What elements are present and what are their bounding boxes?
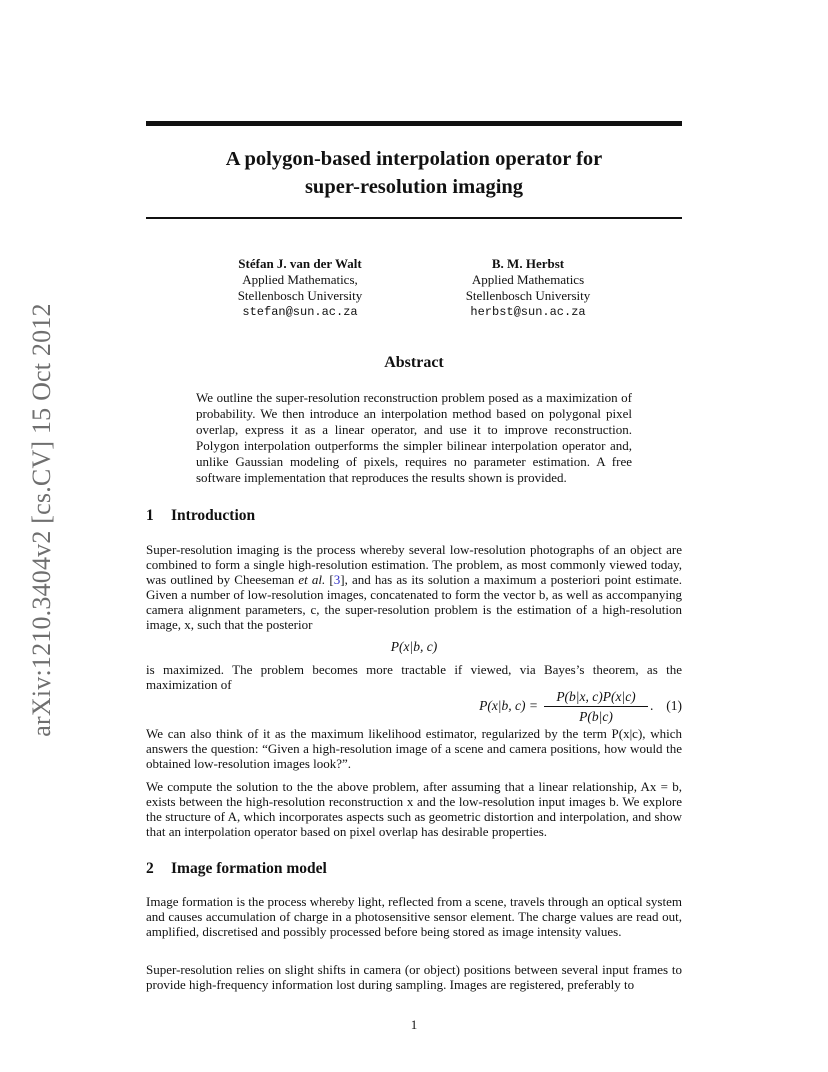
section-2-paragraph-2: Super-resolution relies on slight shifts in camera (or object) positions between several input frames to provide high-frequency information lost during sampling. Images are registered, preferably to [146,962,682,992]
equation-number: (1) [666,698,682,713]
section-1-heading [146,507,682,525]
posterior-equation: P(x|b, c) [390,639,438,654]
fraction-denominator: P(b|c) [579,709,613,724]
equation-lhs: P(x|b, c) = [479,698,538,713]
title-line-2: super-resolution imaging [304,176,524,198]
paper-title [146,145,682,201]
author-institution: Stellenbosch University [465,288,591,303]
author-email: stefan@sun.ac.za [242,305,358,319]
equation-fraction [544,688,648,725]
section-1-paragraph-1: Super-resolution imaging is the process whereby several low-resolution photographs of an object are combined to form a single high-resolution estimation. The problem, as most commonly viewed today, was outlined by Cheeseman et al. [3], and has as its solution a maximum a posteriori point estimate. Given a number of low-resolution images, concatenated to form the vector b, as well as accompanying camera alignment parameters, c, the super-resolution problem is the estimation of a high-resolution image, x, such that the posterior [146,542,682,632]
arxiv-identifier-stamp [22,290,62,750]
section-1-paragraph-4: We compute the solution to the the above problem, after assuming that a linear relationship, Ax = b, exists between the high-resolution reconstruction x and the low-resolution input images b. We explore the structure of A, which incorporates aspects such as geometric distortion and interpolation, and show that an interpolation operator based on pixel overlap has desirable properties. [146,779,682,839]
section-1-paragraph-2: is maximized. The problem becomes more tractable if viewed, via Bayes’s theorem, as the maximization of [146,662,682,692]
fraction-bar [544,706,648,707]
author-block-2 [428,256,628,320]
author-name: Stéfan J. van der Walt [238,256,362,271]
equation-period: . [650,698,654,713]
section-title: Image formation model [171,860,327,877]
author-name: B. M. Herbst [491,256,565,271]
title-top-rule [146,121,682,126]
abstract-heading: Abstract [384,354,444,371]
author-affiliation: Applied Mathematics, [242,272,358,287]
section-2-paragraph-1: Image formation is the process whereby light, reflected from a scene, travels through an optical system and causes accumulation of charge in a photosensitive sensor element. The charge values are read out, amplified, discretised and possibly processed before being stored as image intensity values. [146,894,682,939]
section-number: 1 [146,507,154,524]
citation-link[interactable]: 3 [333,572,341,587]
author-affiliation: Applied Mathematics [471,272,585,287]
section-2-heading [146,860,682,878]
fraction-numerator: P(b|x, c)P(x|c) [556,689,636,704]
section-title: Introduction [171,507,256,524]
author-block-1 [200,256,400,320]
bayes-equation [146,688,682,724]
et-al: et al. [298,572,326,587]
author-institution: Stellenbosch University [237,288,363,303]
title-line-1: A polygon-based interpolation operator for [225,148,603,170]
page-number: 1 [410,1017,418,1032]
title-bottom-rule [146,217,682,219]
author-email: herbst@sun.ac.za [470,305,586,319]
abstract-text: We outline the super-resolution reconstruction problem posed as a maximization of probability. We then introduce an interpolation method based on polygonal pixel overlap, express it as a linear operator, and use it to improve reconstruction. Polygon interpolation outperforms the simpler bilinear interpolation operator and, unlike Gaussian modeling of pixels, requires no parameter estimation. A free software implementation that reproduces the results shown is provided. [196,390,632,485]
arxiv-stamp-text: arXiv:1210.3404v2 [cs.CV] 15 Oct 2012 [27,303,56,737]
section-1-paragraph-3: We can also think of it as the maximum likelihood estimator, regularized by the term P(x|c), which answers the question: “Given a high-resolution image of a scene and camera positions, how would the obtained low-resolution images look?”. [146,726,682,771]
section-number: 2 [146,860,154,877]
